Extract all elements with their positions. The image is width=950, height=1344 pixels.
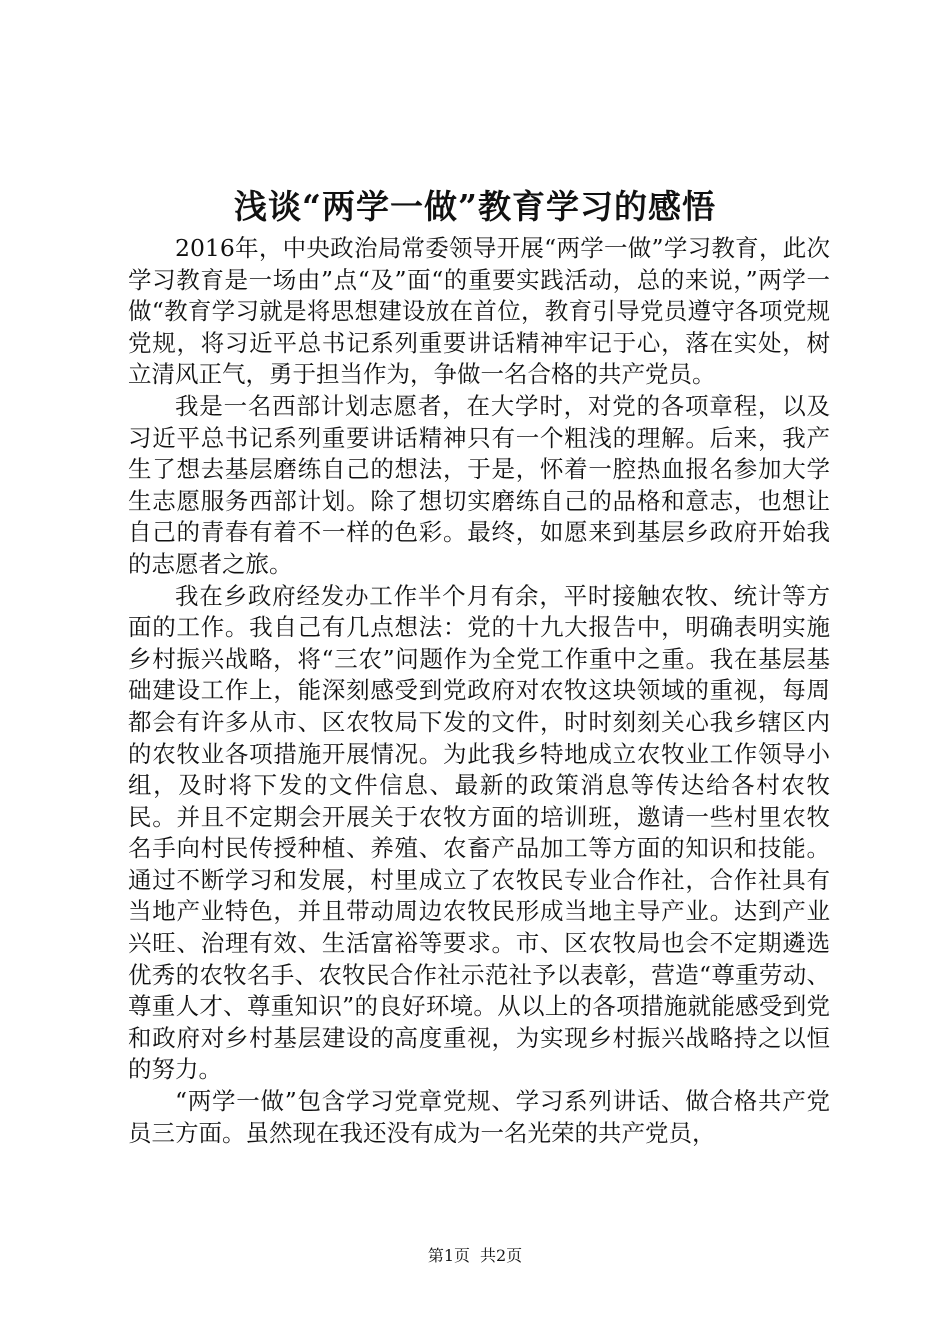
page-number: 第1页 bbox=[427, 1246, 470, 1265]
document-body bbox=[128, 233, 830, 1149]
document-title: 浅谈“两学一做”教育学习的感悟 bbox=[234, 187, 716, 226]
page-footer bbox=[0, 1245, 950, 1267]
page-count: 共2页 bbox=[480, 1246, 523, 1265]
paragraph-2: 我是一名西部计划志愿者，在大学时，对党的各项章程，以及习近平总书记系列重要讲话精神只有一个粗浅的理解。后来，我产生了想去基层磨练自己的想法，于是，怀着一腔热血报名参加大学生志愿服务西部计划。除了想切实磨练自己的品格和意志，也想让自己的青春有着不一样的色彩。最终，如愿来到基层乡政府开始我的志愿者之旅。 bbox=[128, 391, 830, 578]
paragraph-3: 我在乡政府经发办工作半个月有余，平时接触农牧、统计等方面的工作。我自己有几点想法：党的十九大报告中，明确表明实施乡村振兴战略，将“三农”问题作为全党工作重中之重。我在基层基础建设工作上，能深刻感受到党政府对农牧这块领域的重视，每周都会有许多从市、区农牧局下发的文件，时时刻刻关心我乡辖区内的农牧业各项措施开展情况。为此我乡特地成立农牧业工作领导小组，及时将下发的文件信息、最新的政策消息等传达给各村农牧民。并且不定期会开展关于农牧方面的培训班，邀请一些村里农牧名手向村民传授种植、养殖、农畜产品加工等方面的知识和技能。通过不断学习和发展，村里成立了农牧民专业合作社，合作社具有当地产业特色，并且带动周边农牧民形成当地主导产业。达到产业兴旺、治理有效、生活富裕等要求。市、区农牧局也会不定期遴选优秀的农牧名手、农牧民合作社示范社予以表彰，营造“尊重劳动、尊重人才、尊重知识”的良好环境。从以上的各项措施就能感受到党和政府对乡村基层建设的高度重视，为实现乡村振兴战略持之以恒的努力。 bbox=[128, 581, 830, 1084]
paragraph-4: “两学一做”包含学习党章党规、学习系列讲话、做合格共产党员三方面。虽然现在我还没有成为一名光荣的共产党员， bbox=[128, 1087, 830, 1147]
paragraph-1: 2016年，中央政治局常委领导开展“两学一做”学习教育，此次学习教育是一场由”点“及”面“的重要实践活动，总的来说，”两学一做“教育学习就是将思想建设放在首位，教育引导党员遵守各项党规党规，将习近平总书记系列重要讲话精神牢记于心，落在实处，树立清风正气，勇于担当作为，争做一名合格的共产党员。 bbox=[128, 234, 830, 389]
